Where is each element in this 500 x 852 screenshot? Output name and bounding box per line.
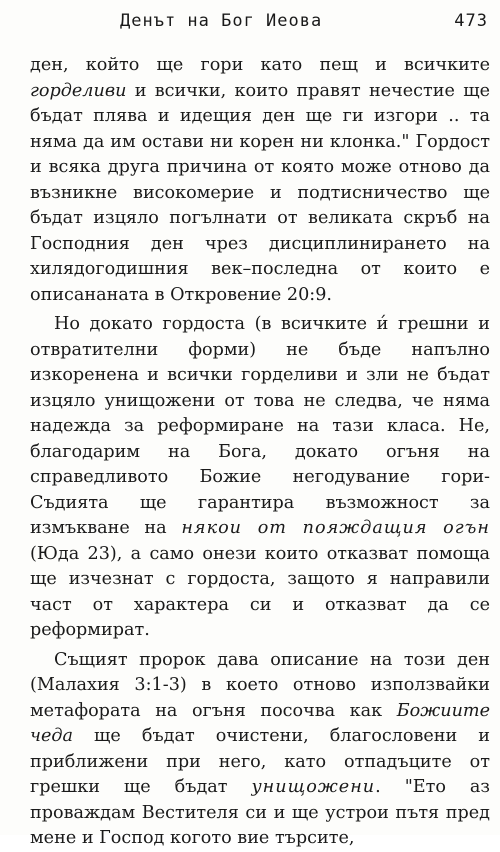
paragraph (30, 312, 490, 644)
emphasized-text: Божиите чеда (30, 700, 490, 746)
text-run: Същият пророк дава описание на този ден (Малахия 3:1-3) в което отново използвайки метафората на огъня посочва как (30, 649, 490, 721)
emphasized-text: горделиви (30, 80, 127, 101)
paragraph (30, 53, 490, 308)
text-run: и всички, които правят нечестие ще бъдат плява и идещия ден ще ги изгори .. та няма да им остави ни корен ни клонка." Гордост и всяка друга причина от която може отново да възникне високомерие и подтисничество ще бъдат изцяло погълнати от великата скръб на Господния ден чрез дисциплинирането на хилядогодишния век–последна от които е описананата в Откровение 20:9. (30, 80, 490, 305)
emphasized-text: унищожени (251, 777, 376, 797)
page-body (30, 53, 490, 852)
chapter-title: Денът на Бог Иеова (120, 11, 323, 31)
running-header (120, 8, 488, 34)
text-run: ще бъдат очистени, благословени и приближени при него, като отпадъците от грешки ще бъдат (30, 726, 490, 797)
paragraph (30, 648, 490, 852)
text-run: . "Ето аз проваждам Вестителя си и ще устрои пътя пред мене и Господ когото вие търсите, (30, 777, 491, 848)
emphasized-text: някои от пояждащия огън (181, 518, 490, 538)
text-run: ден, който ще гори като пещ и всичките (30, 55, 490, 75)
text-run: Но докато гордоста (в всичките и́ грешни и отвратителни форми) не бъде напълно изкоренена и всички горделиви и зли не бъдат изцяло унищожени от това не следва, че няма надежда за реформиране на тази класа. Не, благодарим на Бога, докато огъня на справедливото Божие негодувание гори- Съдията ще гарантира възможност за измъкване на (30, 314, 490, 538)
page-number: 473 (454, 11, 488, 31)
text-run: (Юда 23), а само онези които отказват помоща ще изчезнат с гордоста, защото я направили част от характера си и отказват да се реформират. (30, 543, 490, 640)
